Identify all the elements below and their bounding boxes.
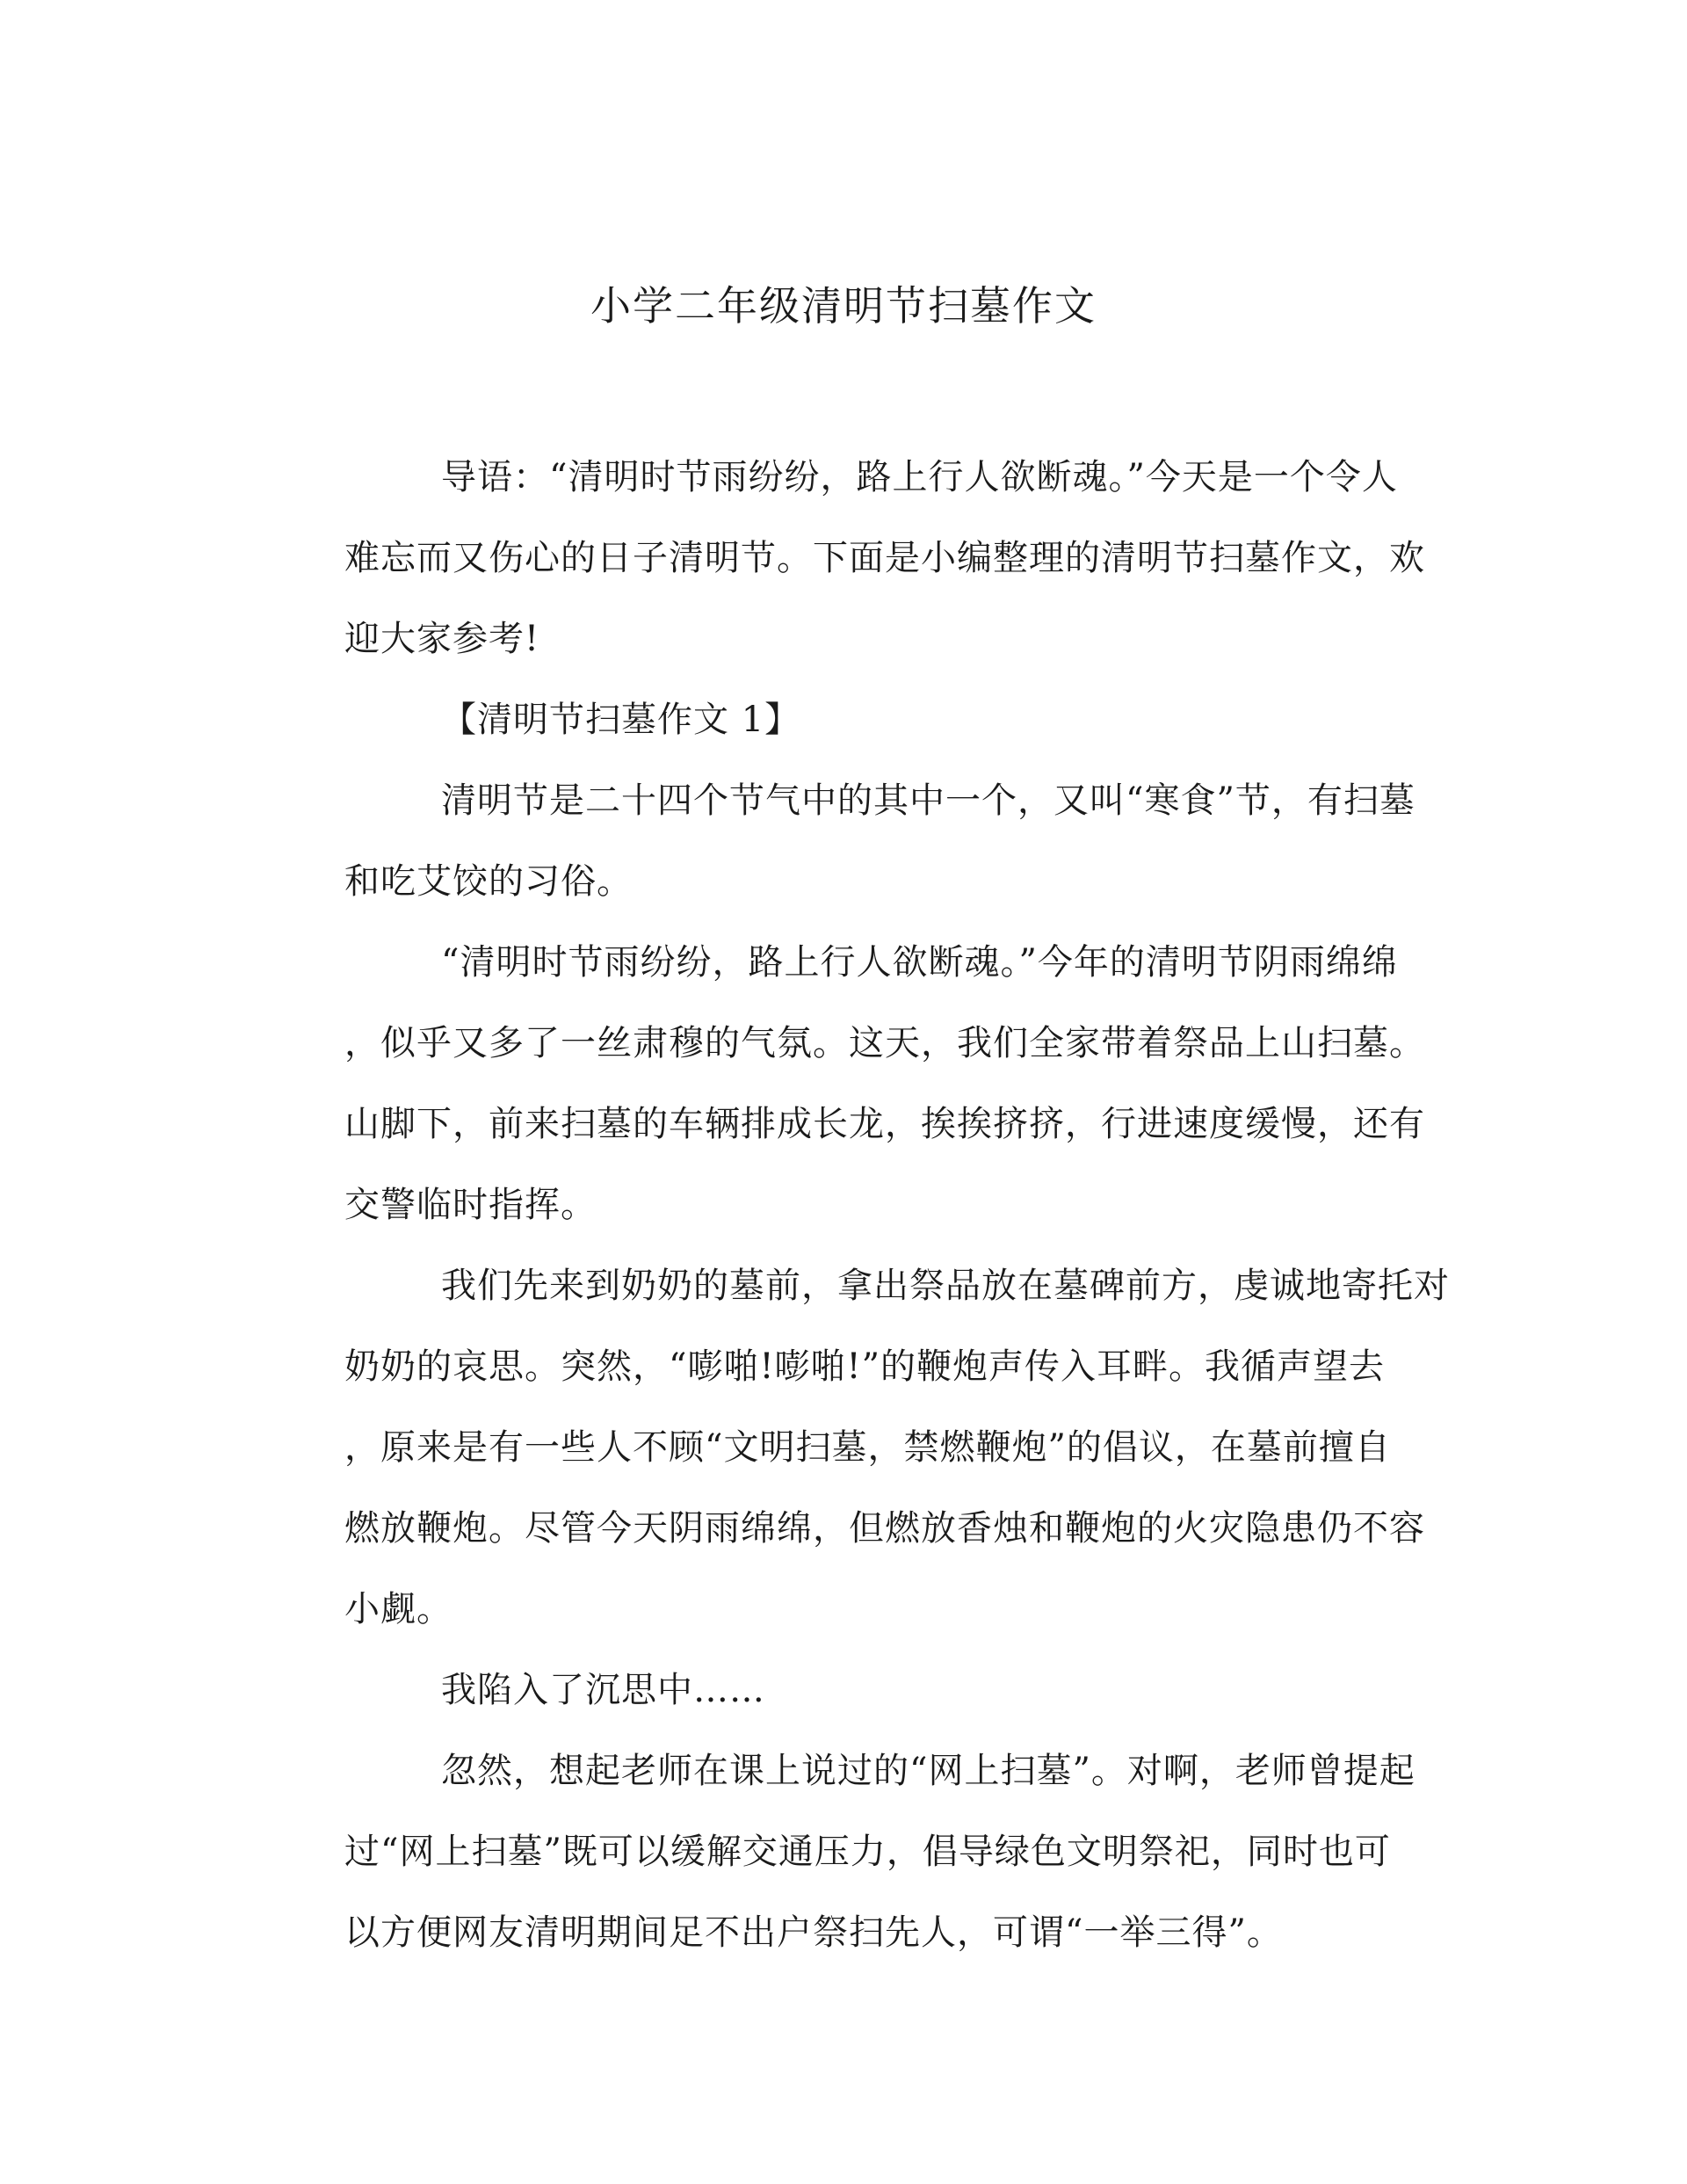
section-heading-text: 【清明节扫墓作文 1】 [441,700,801,740]
paragraph-line: 导语：“清明时节雨纷纷，路上行人欲断魂。”今天是一个令人 [441,457,1398,497]
paragraph-5 [248,1731,1425,1973]
document-body [248,437,1450,1973]
document-title: 小学二年级清明节扫墓作文 [590,282,1097,330]
paragraph-2 [248,922,1425,1245]
paragraph-line: 小觑。 [344,1589,453,1629]
paragraph-line: 燃放鞭炮。尽管今天阴雨绵绵，但燃放香烛和鞭炮的火灾隐患仍不容 [344,1508,1425,1549]
paragraph-1 [248,760,1425,922]
paragraph-line: 和吃艾饺的习俗。 [344,861,633,902]
section-heading [248,679,1425,760]
paragraph-line: 过“网上扫墓”既可以缓解交通压力，倡导绿色文明祭祀，同时也可 [344,1832,1391,1872]
paragraph-line: 山脚下，前来扫墓的车辆排成长龙，挨挨挤挤，行进速度缓慢，还有 [344,1104,1425,1144]
paragraph-line: 忽然，想起老师在课上说过的“网上扫墓”。对啊，老师曾提起 [441,1751,1415,1791]
paragraph-line: 交警临时指挥。 [344,1185,597,1225]
paragraph-line: “清明时节雨纷纷，路上行人欲断魂。”今年的清明节阴雨绵绵 [441,942,1398,983]
paragraph-line: 我们先来到奶奶的墓前，拿出祭品放在墓碑前方，虔诚地寄托对 [441,1266,1450,1306]
paragraph-line: 奶奶的哀思。突然，“嘭啪!嘭啪!”的鞭炮声传入耳畔。我循声望去 [344,1346,1386,1387]
paragraph-line: 清明节是二十四个节气中的其中一个，又叫“寒食”节，有扫墓 [441,780,1415,821]
paragraph-line: 难忘而又伤心的日子清明节。下面是小编整理的清明节扫墓作文，欢 [344,538,1425,578]
paragraph-line: 我陷入了沉思中…… [441,1670,765,1710]
paragraph-line: 迎大家参考! [344,619,540,659]
paragraph-line: ，似乎又多了一丝肃穆的气氛。这天，我们全家带着祭品上山扫墓。 [344,1023,1425,1063]
paragraph-intro [248,437,1425,679]
paragraph-3 [248,1245,1450,1650]
paragraph-4 [248,1650,1425,1731]
paragraph-line: ，原来是有一些人不顾“文明扫墓，禁燃鞭炮”的倡议，在墓前擅自 [344,1427,1391,1468]
paragraph-line: 以方便网友清明期间足不出户祭扫先人，可谓“一举三得”。 [344,1912,1283,1953]
